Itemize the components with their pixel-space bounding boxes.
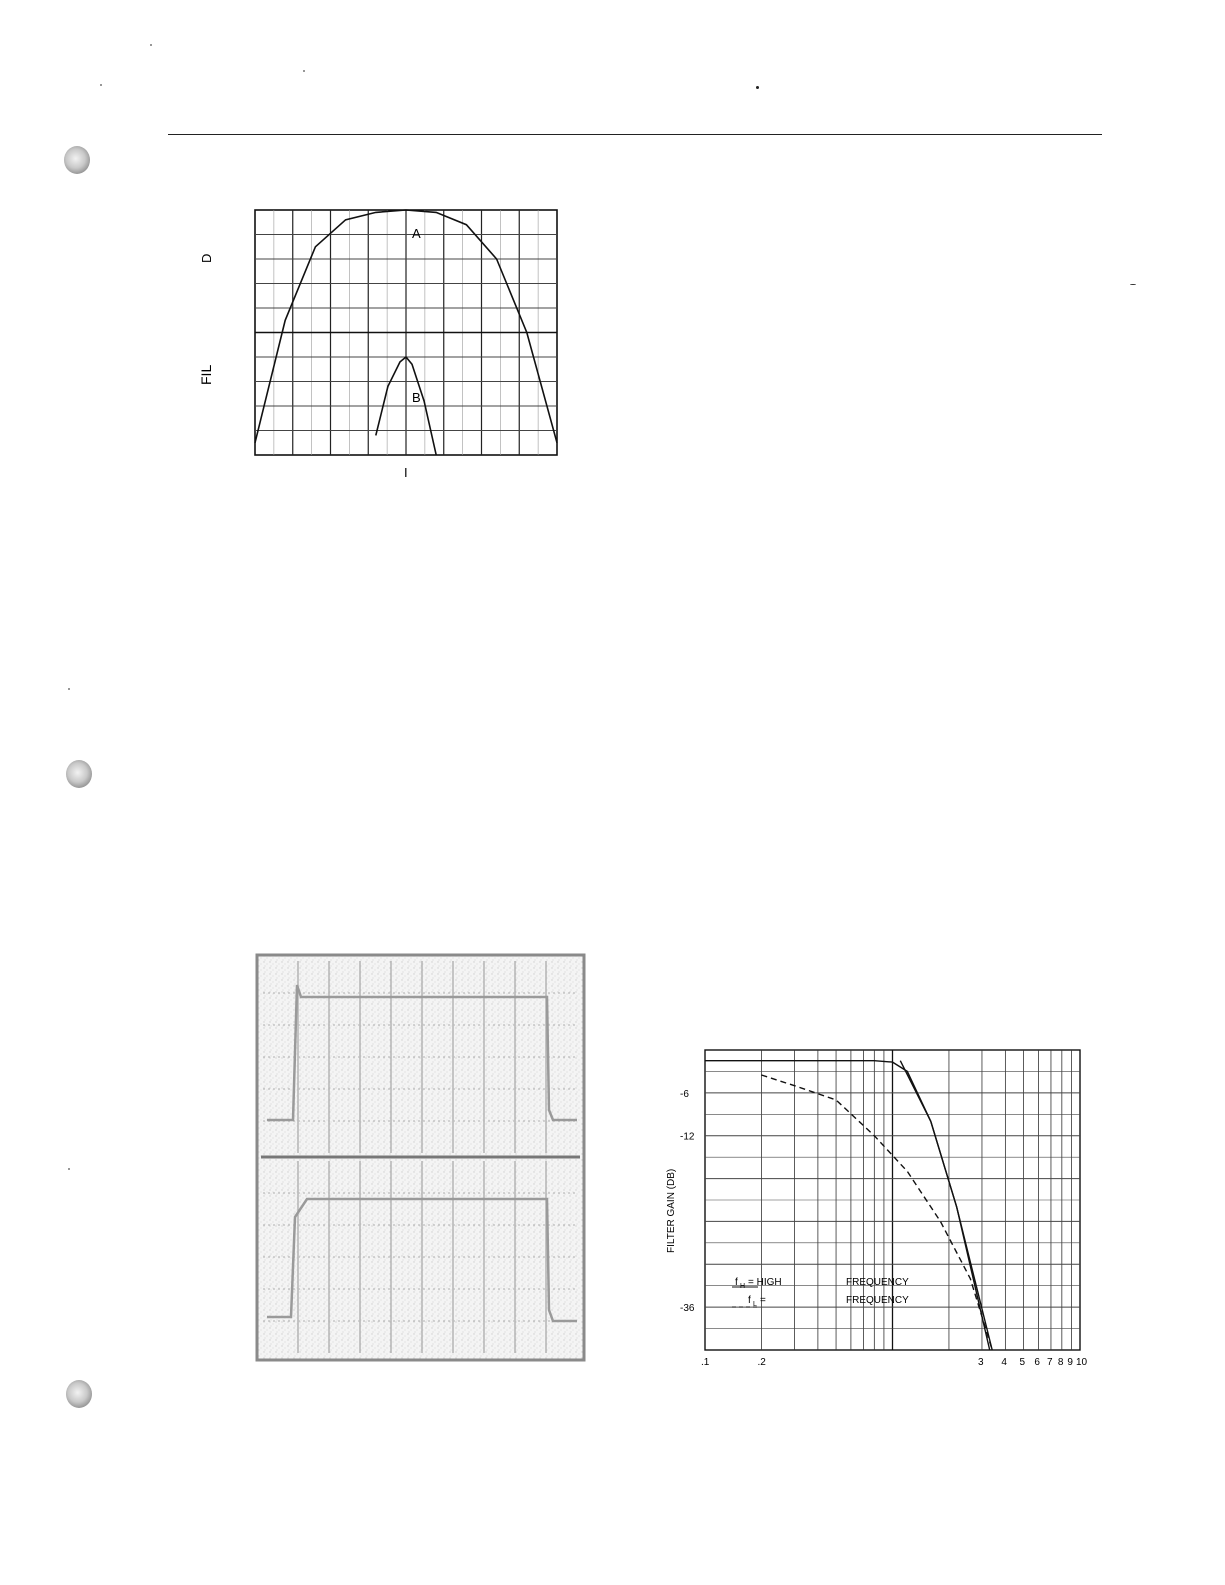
legend	[732, 1277, 909, 1308]
oscilloscope-photo	[257, 955, 584, 1360]
legend-fl-subscript: L	[753, 1301, 757, 1308]
x-tick-label: 5	[1019, 1357, 1026, 1368]
legend-fl-text: =	[760, 1295, 766, 1306]
y-tick-label: -36	[680, 1303, 695, 1315]
figure-a-grid	[255, 210, 557, 455]
figure-a-xlabel: I	[404, 465, 408, 480]
x-tick-label: .2	[757, 1357, 766, 1368]
legend-fh-text: = HIGH	[748, 1277, 782, 1288]
speck	[1130, 284, 1136, 285]
x-tick-label: .1	[701, 1357, 710, 1368]
figure-a-ylabel-top: D	[199, 253, 214, 263]
legend-fh-right: FREQUENCY	[846, 1277, 909, 1288]
figure-c-ylabel: FILTER GAIN (DB)	[666, 1168, 677, 1253]
speck	[68, 1168, 70, 1170]
curve-b-label: B	[412, 390, 421, 405]
x-tick-label: 7	[1046, 1357, 1053, 1368]
legend-fh-subscript: H	[740, 1283, 746, 1290]
x-tick-label: 4	[1001, 1357, 1007, 1368]
top-rule	[168, 134, 1102, 135]
hole-punch-mark	[64, 146, 90, 174]
speck	[100, 84, 102, 86]
x-tick-label: 3	[977, 1357, 984, 1368]
figure-a-ylabel-bottom: FIL	[198, 364, 214, 385]
speck	[756, 86, 759, 89]
x-tick-label: 10	[1076, 1357, 1088, 1368]
figure-a-chart	[190, 195, 570, 485]
x-tick-label: 8	[1057, 1357, 1064, 1368]
y-tick-label: -12	[680, 1131, 695, 1143]
legend-fh-symbol: f	[735, 1277, 738, 1288]
hole-punch-mark	[66, 760, 92, 788]
x-tick-label: 6	[1034, 1357, 1040, 1368]
speck	[68, 688, 70, 690]
curve-a-label: A	[412, 226, 421, 241]
speck	[150, 44, 152, 46]
figure-c-chart	[660, 1045, 1100, 1385]
y-tick-label: -6	[680, 1088, 689, 1100]
hole-punch-mark	[66, 1380, 92, 1408]
curve-asymptote	[900, 1061, 989, 1350]
speck	[303, 70, 305, 72]
legend-fl-right: FREQUENCY	[846, 1295, 909, 1306]
x-tick-label: 9	[1067, 1357, 1073, 1368]
legend-fl-symbol: f	[748, 1295, 751, 1306]
